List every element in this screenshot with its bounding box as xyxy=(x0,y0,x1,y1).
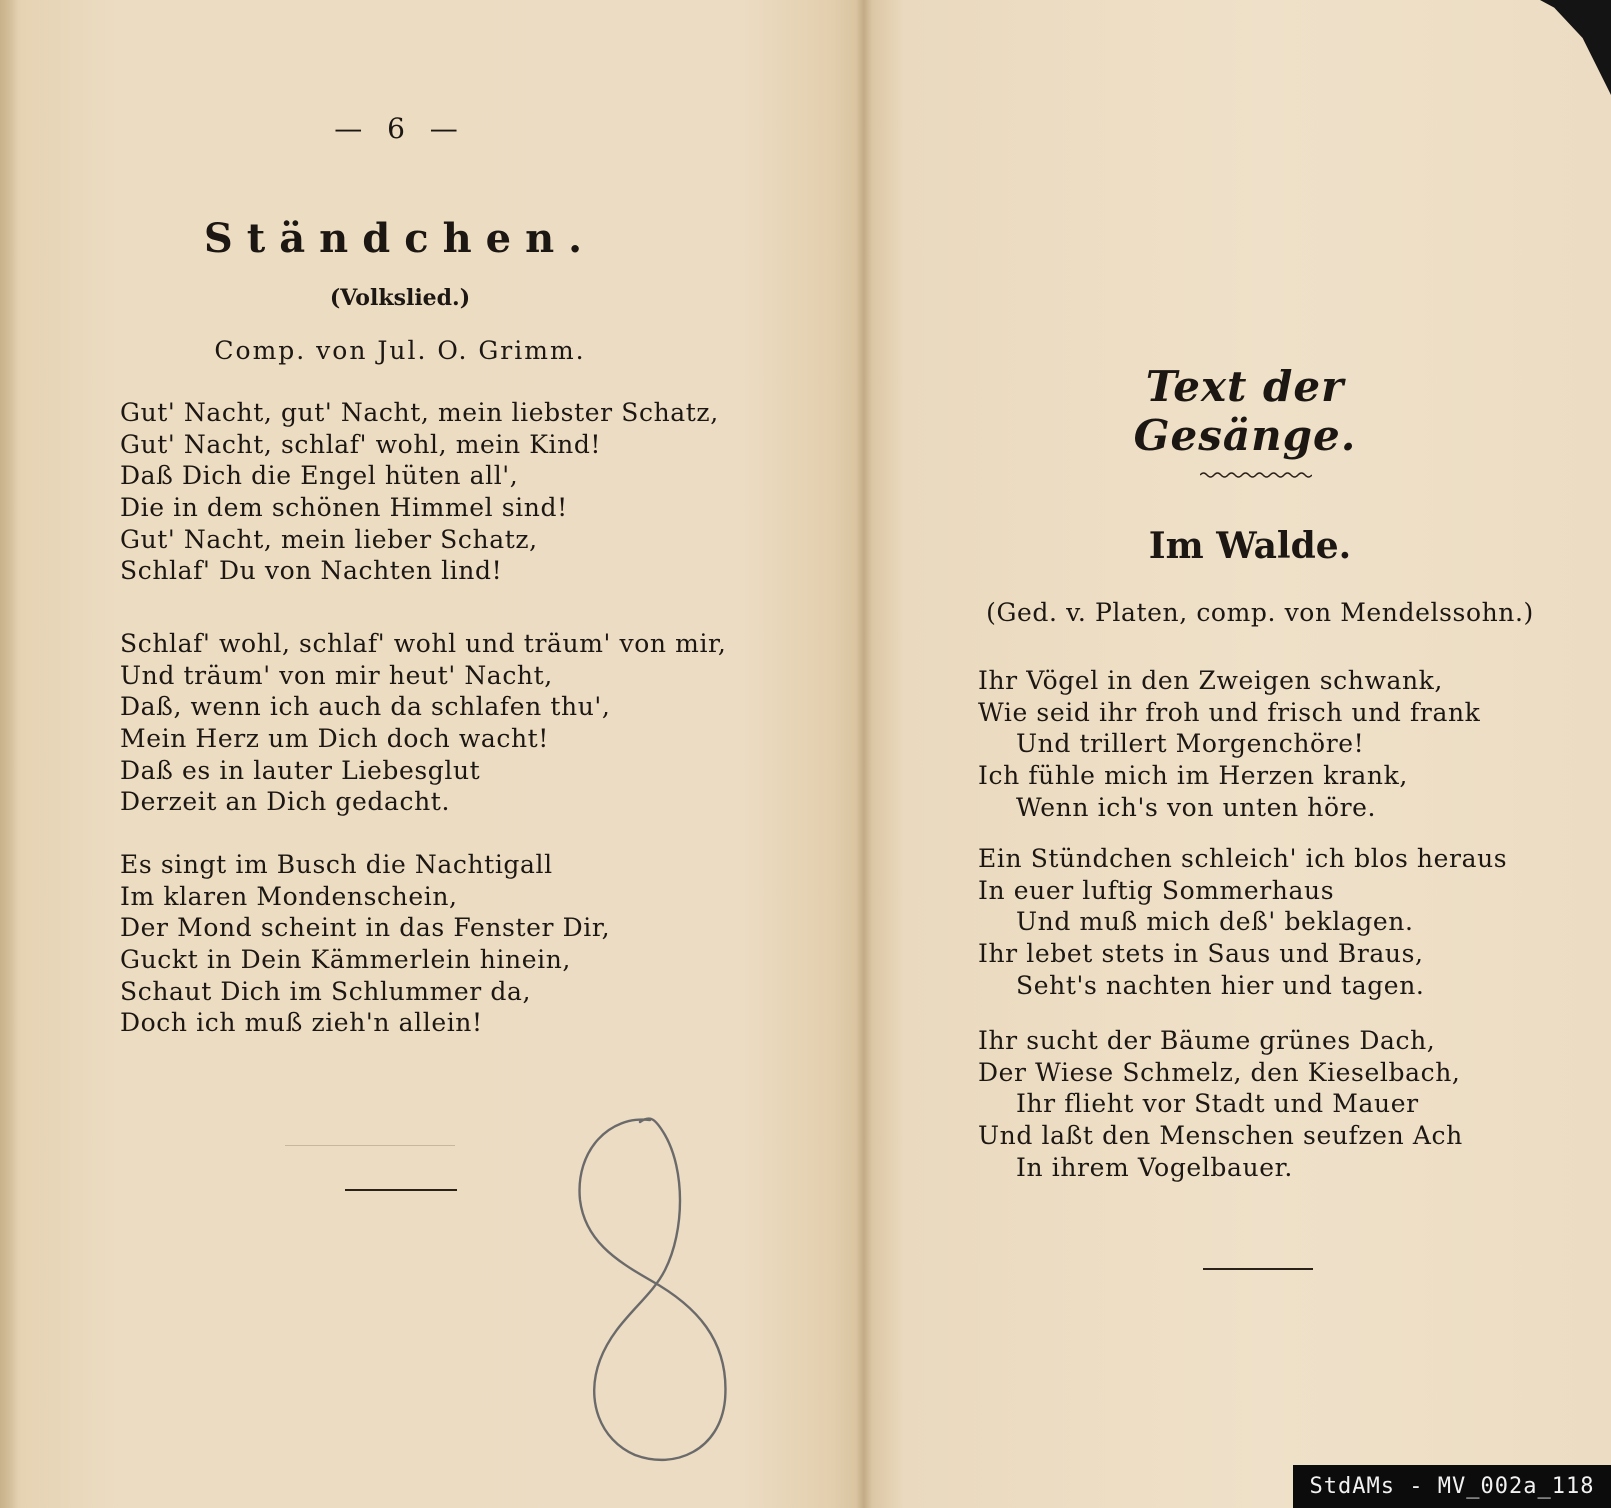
right-stanza-3 xyxy=(978,1025,1463,1183)
faint-divider xyxy=(285,1145,455,1146)
page-number: — 6 — xyxy=(334,112,466,145)
verse-line: Daß, wenn ich auch da schlafen thu', xyxy=(120,692,611,722)
verse-line: Gut' Nacht, schlaf' wohl, mein Kind! xyxy=(120,429,602,459)
song-credit: (Ged. v. Platen, comp. von Mendelssohn.) xyxy=(986,598,1534,627)
verse-line: In ihrem Vogelbauer. xyxy=(1016,1152,1293,1182)
section-divider-right xyxy=(1203,1268,1313,1270)
verse-line: In euer luftig Sommerhaus xyxy=(978,875,1335,905)
composer-credit: Comp. von Jul. O. Grimm. xyxy=(214,336,586,365)
verse-line: Seht's nachten hier und tagen. xyxy=(1016,970,1425,1000)
verse-line: Daß Dich die Engel hüten all', xyxy=(120,461,519,491)
verse-line: Doch ich muß zieh'n allein! xyxy=(120,1008,483,1038)
book-gutter xyxy=(856,0,872,1508)
verse-line: Ihr Vögel in den Zweigen schwank, xyxy=(978,666,1443,695)
right-stanza-1 xyxy=(978,665,1480,823)
verse-line: Ihr lebet stets in Saus und Braus, xyxy=(978,939,1424,969)
verse-line: Und muß mich deß' beklagen. xyxy=(1016,907,1414,937)
verse-line: Schlaf' wohl, schlaf' wohl und träum' von mir, xyxy=(120,629,727,658)
verse-line: Daß es in lauter Liebesglut xyxy=(120,755,481,785)
right-stanza-2 xyxy=(978,843,1507,1001)
song-title-staendchen: Ständchen. xyxy=(203,215,597,262)
left-stanza-3 xyxy=(120,849,610,1039)
verse-line: Mein Herz um Dich doch wacht! xyxy=(120,724,549,754)
verse-line: Gut' Nacht, mein lieber Schatz, xyxy=(120,524,538,554)
pencil-number-eight xyxy=(555,1110,755,1470)
verse-line: Guckt in Dein Kämmerlein hinein, xyxy=(120,945,571,975)
verse-line: Die in dem schönen Himmel sind! xyxy=(120,493,568,523)
archive-watermark: StdAMs - MV_002a_118 xyxy=(1293,1465,1611,1508)
verse-line: Ich fühle mich im Herzen krank, xyxy=(978,761,1408,791)
verse-line: Wenn ich's von unten höre. xyxy=(1016,792,1377,822)
verse-line: Schaut Dich im Schlummer da, xyxy=(120,976,532,1006)
verse-line: Gut' Nacht, gut' Nacht, mein liebster Schatz, xyxy=(120,398,719,427)
song-title-im-walde: Im Walde. xyxy=(1148,525,1352,567)
verse-line: Ihr flieht vor Stadt und Mauer xyxy=(1016,1089,1419,1119)
wavy-divider xyxy=(1200,470,1312,480)
verse-line: Und laßt den Menschen seufzen Ach xyxy=(978,1121,1463,1151)
verse-line: Der Mond scheint in das Fenster Dir, xyxy=(120,913,611,943)
verse-line: Und trillert Morgenchöre! xyxy=(1016,729,1365,759)
verse-line: Es singt im Busch die Nachtigall xyxy=(120,850,553,879)
verse-line: Wie seid ihr froh und frisch und frank xyxy=(978,697,1481,727)
song-subtitle: (Volkslied.) xyxy=(329,285,471,311)
section-divider-left xyxy=(345,1189,457,1191)
left-stanza-2 xyxy=(120,628,726,818)
verse-line: Und träum' von mir heut' Nacht, xyxy=(120,660,553,690)
left-page-edge xyxy=(0,0,18,1508)
verse-line: Derzeit an Dich gedacht. xyxy=(120,787,450,817)
verse-line: Schlaf' Du von Nachten lind! xyxy=(120,556,503,586)
verse-line: Ihr sucht der Bäume grünes Dach, xyxy=(978,1026,1436,1055)
verse-line: Im klaren Mondenschein, xyxy=(120,881,458,911)
left-stanza-1 xyxy=(120,397,719,587)
verse-line: Ein Stündchen schleich' ich blos heraus xyxy=(978,844,1508,873)
section-heading: Text der Gesänge. xyxy=(1133,362,1357,460)
verse-line: Der Wiese Schmelz, den Kieselbach, xyxy=(978,1057,1461,1087)
